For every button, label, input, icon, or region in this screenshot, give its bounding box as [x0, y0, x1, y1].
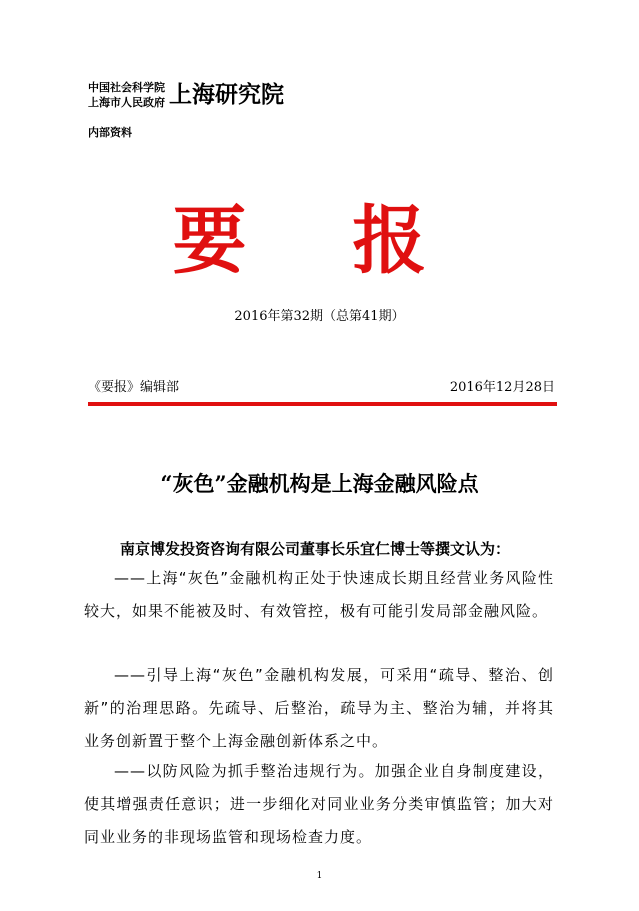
red-divider	[88, 402, 557, 406]
org-main-name: 上海研究院	[169, 81, 284, 108]
internal-label: 内部资料	[88, 126, 132, 139]
org-header	[88, 80, 284, 110]
org-line-1: 中国社会科学院	[88, 81, 165, 94]
issue-number: 2016年第32期（总第41期）	[234, 309, 405, 324]
publish-date: 2016年12月28日	[449, 380, 555, 395]
editor-row	[88, 376, 555, 395]
article-paragraph: ——引导上海“灰色”金融机构发展，可采用“疏导、整治、创新”的治理思路。先疏导、后整治，疏导为主、整治为辅，并将其业务创新置于整个上海金融创新体系之中。	[84, 666, 554, 750]
article-paragraph: ——上海“灰色”金融机构正处于快速成长期且经营业务风险性较大，如果不能被及时、有效管控，极有可能引发局部金融风险。	[84, 569, 554, 620]
org-line-2: 上海市人民政府	[88, 96, 165, 109]
masthead-title: 要 报	[172, 198, 467, 284]
article-title: “灰色”金融机构是上海金融风险点	[160, 471, 479, 496]
page-number: 1	[316, 871, 323, 881]
org-names	[88, 80, 165, 110]
editor-label: 《要报》编辑部	[88, 380, 180, 395]
article-paragraph: ——以防风险为抓手整治违规行为。加强企业自身制度建设，使其增强责任意识；进一步细化对同业业务分类审慎监管；加大对同业业务的非现场监管和现场检查力度。	[84, 762, 554, 846]
article-lead: 南京博发投资咨询有限公司董事长乐宜仁博士等撰文认为：	[120, 540, 511, 558]
